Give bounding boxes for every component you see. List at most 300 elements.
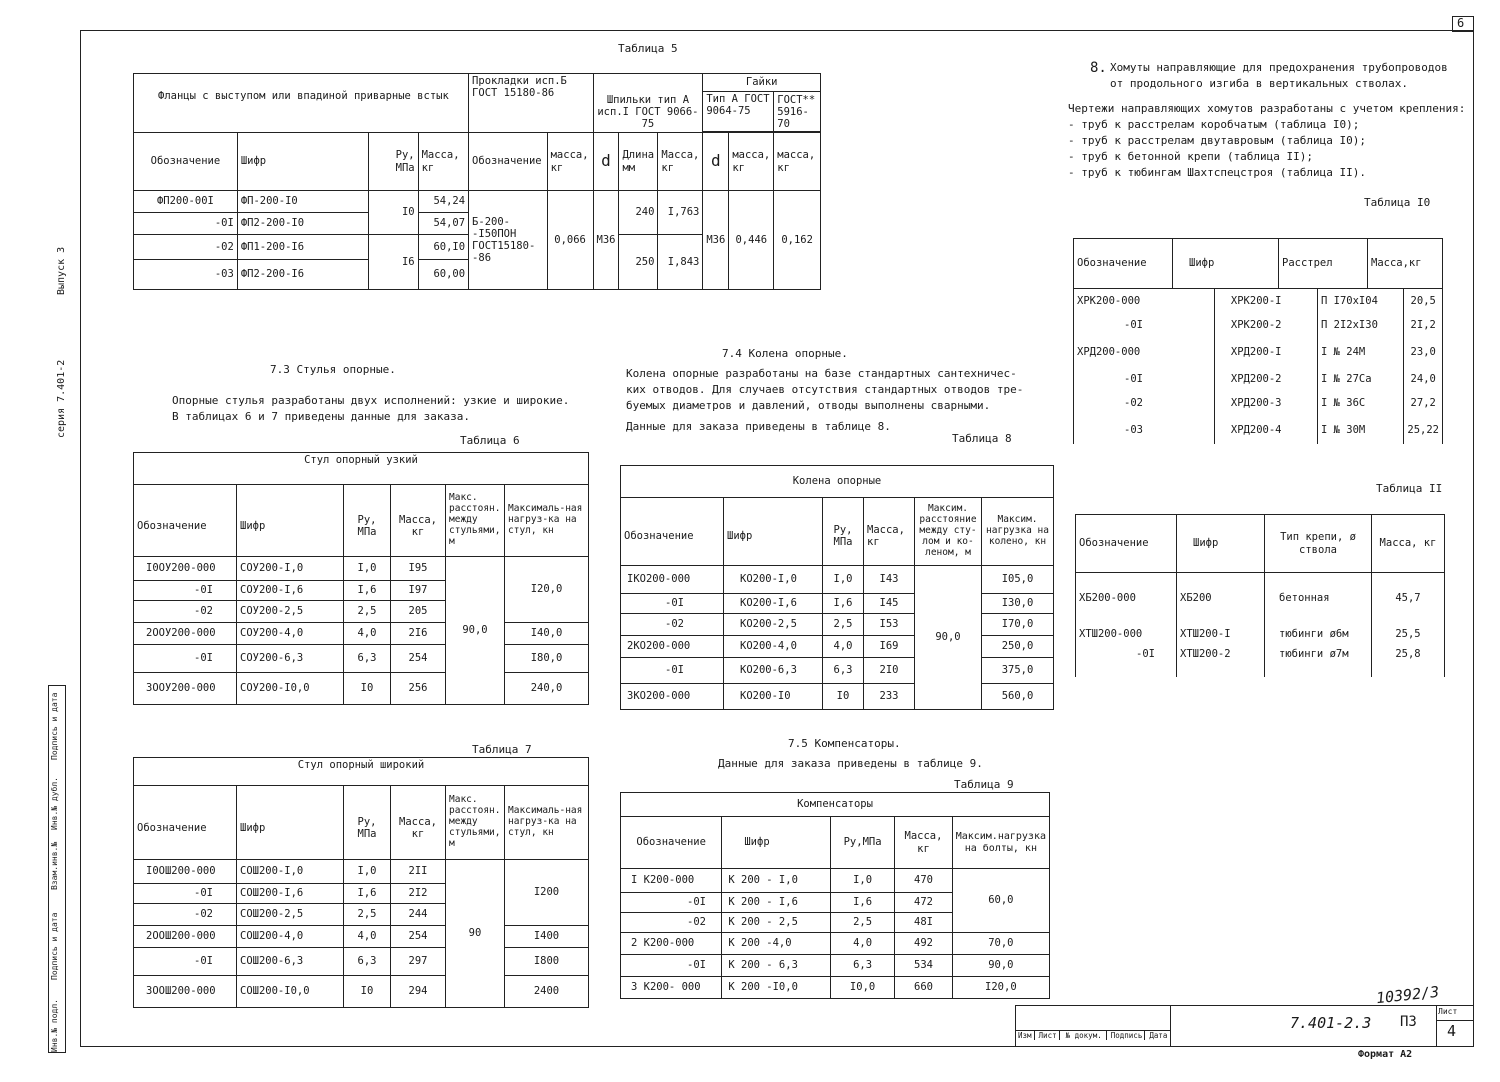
table7-pressure: I,0: [344, 860, 391, 884]
table8-code: КО200-I,6: [724, 594, 823, 614]
doc-type: ПЗ: [1400, 1014, 1417, 1030]
table9-max-load: 70,0: [952, 933, 1049, 955]
t11-r2-1: ХТШ200-2: [1177, 647, 1265, 677]
sheet-label: Лист: [1438, 1007, 1458, 1016]
t7-title: Стул опорный широкий: [134, 758, 589, 786]
table6-code: СОУ200-I,0: [237, 557, 344, 581]
t10-code: ХРК200-2: [1214, 314, 1317, 336]
table6-code: СОУ200-I0,0: [237, 673, 344, 705]
table7-max-load: I800: [505, 948, 589, 976]
table7-code: СОШ200-I,0: [237, 860, 344, 884]
t10-beam: I № 27Са: [1318, 368, 1404, 390]
table7-caption: Таблица 7: [472, 743, 532, 756]
stamp-col-3: Подпись: [1109, 1031, 1146, 1040]
table9-pressure: 6,3: [830, 955, 894, 977]
t11-r0-3: 45,7: [1372, 573, 1445, 623]
corner-mark: 6: [1457, 16, 1465, 30]
table7-mass: 2I2: [391, 884, 446, 904]
t9-h-1: Шифр: [722, 817, 831, 869]
table6-mass: 254: [391, 645, 446, 673]
stamp-sheet-divider: [1436, 1005, 1437, 1047]
t8-h-2: Ру, МПа: [823, 498, 864, 566]
table8-code: КО200-I,0: [724, 566, 823, 594]
table8-max-load: I30,0: [982, 594, 1054, 614]
sec8-l7: - труб к тюбингам Шахтспецстроя (таблица II).: [1068, 166, 1367, 179]
table6-caption: Таблица 6: [460, 434, 520, 447]
table8-mass: 2I0: [864, 658, 915, 684]
t9-row: [621, 933, 1050, 955]
t11-r0-0: ХБ200-000: [1076, 573, 1177, 623]
t11-r1-2: тюбинги ø6м: [1265, 623, 1372, 647]
t5-r1-code: ФП2-200-I0: [237, 213, 368, 235]
t5-gasket-des: Б-200- -I50ПОН ГОСТ15180- -86: [469, 191, 548, 290]
t7-h-2: Ру, МПа: [344, 786, 391, 860]
table8-designation: 3КО200-000: [621, 684, 724, 710]
t11-r2-0: -0I: [1076, 647, 1177, 677]
table8-designation: 2КО200-000: [621, 636, 724, 658]
t5-pressure-1: I0: [369, 191, 419, 235]
table9-code: К 200 - 6,3: [722, 955, 831, 977]
t11-r1-3: 25,5: [1372, 623, 1445, 647]
t10-beam: I № 36С: [1318, 390, 1404, 416]
table7-max-load: I400: [505, 926, 589, 948]
t10-designation: -0I: [1074, 314, 1215, 336]
table8-max-load: 250,0: [982, 636, 1054, 658]
stamp-cols: [1016, 1031, 1169, 1040]
table9-mass: 48I: [895, 913, 952, 933]
t8-row: [621, 614, 1054, 636]
table7-pressure: 6,3: [344, 948, 391, 976]
t8-title: Колена опорные: [621, 466, 1054, 498]
t5-stud-mass-2: I,843: [658, 235, 703, 290]
table6-max-load: 240,0: [505, 673, 589, 705]
table9-mass: 470: [895, 869, 952, 893]
table6-mass: 205: [391, 601, 446, 623]
t10-mass: 20,5: [1404, 288, 1443, 314]
table7-designation: 2ОOШ200-000: [134, 926, 237, 948]
table6-designation: -0I: [134, 645, 237, 673]
sec8-l4: - труб к расстрелам коробчатым (таблица I0);: [1068, 118, 1360, 131]
table7-mass: 2II: [391, 860, 446, 884]
table9-max-load: 90,0: [952, 955, 1049, 977]
t6-h-4: Макс. расстоян. между стульями, м: [446, 485, 505, 557]
t6-title: Стул опорный узкий: [134, 453, 589, 485]
t10-code: ХРК200-I: [1214, 288, 1317, 314]
t8-row: [621, 566, 1054, 594]
table7-mass: 294: [391, 976, 446, 1008]
table7-designation: I0OШ200-000: [134, 860, 237, 884]
table7-code: СОШ200-4,0: [237, 926, 344, 948]
t5-nuts-b: ГОСТ** 5916-70: [774, 92, 821, 132]
table6-designation: -02: [134, 601, 237, 623]
t6-row: [134, 673, 589, 705]
table9-code: К 200 -4,0: [722, 933, 831, 955]
table7-code: СОШ200-I0,0: [237, 976, 344, 1008]
table9-code: К 200 - 2,5: [722, 913, 831, 933]
table8-pressure: 2,5: [823, 614, 864, 636]
t7-row: [134, 948, 589, 976]
table6: [133, 452, 589, 705]
table7-pressure: I,6: [344, 884, 391, 904]
t5-r1-mass: 54,07: [418, 213, 468, 235]
table7-code: СОШ200-2,5: [237, 904, 344, 926]
t6-h-0: Обозначение: [134, 485, 237, 557]
table6-mass: I97: [391, 581, 446, 601]
t9-h-2: Ру,МПа: [830, 817, 894, 869]
t5-r0-mass: 54,24: [418, 191, 468, 213]
table9-pressure: I,6: [830, 893, 894, 913]
t7-h-1: Шифр: [237, 786, 344, 860]
t8-h-4: Максим. расстояние между сту-лом и ко-леном, м: [915, 498, 982, 566]
t5-nut-d: М36: [703, 191, 729, 290]
t9-row: [621, 955, 1050, 977]
table11: [1075, 514, 1445, 677]
table6-pressure: 6,3: [344, 645, 391, 673]
t10-code: ХРД200-4: [1214, 416, 1317, 444]
stamp-sheet-line: [1436, 1020, 1474, 1021]
table9-designation: 3 К200- 000: [621, 977, 722, 999]
table8-code: КО200-6,3: [724, 658, 823, 684]
table6-pressure: I,0: [344, 557, 391, 581]
t5-pressure-2: I6: [369, 235, 419, 290]
table9-max-load: 60,0: [952, 869, 1049, 933]
table5-caption: Таблица 5: [618, 42, 678, 55]
t5-h-pressure: Ру, МПа: [369, 133, 419, 191]
t6-row: [134, 645, 589, 673]
t6-row: [134, 623, 589, 645]
stamp-divider: [1170, 1005, 1171, 1047]
table6-designation: 3ОOУ200-000: [134, 673, 237, 705]
t10-mass: 2I,2: [1404, 314, 1443, 336]
t10-row: [1074, 416, 1443, 444]
t10-code: ХРД200-3: [1214, 390, 1317, 416]
t7-row: [134, 860, 589, 884]
t5-nut-mass-a: 0,446: [729, 191, 774, 290]
table6-max-load: I20,0: [505, 557, 589, 623]
table7-mass: 254: [391, 926, 446, 948]
table9-designation: -02: [621, 913, 722, 933]
table8-code: КО200-4,0: [724, 636, 823, 658]
table6-code: СОУ200-6,3: [237, 645, 344, 673]
t10-h-2: Расстрел: [1279, 239, 1368, 289]
table6-code: СОУ200-I,6: [237, 581, 344, 601]
sec74-p1: Колена опорные разработаны на базе стандартных сантехничес-: [626, 367, 1017, 380]
table7-designation: -0I: [134, 884, 237, 904]
table9-code: К 200 - I,6: [722, 893, 831, 913]
table9-pressure: I,0: [830, 869, 894, 893]
t10-beam: I № 24М: [1318, 336, 1404, 368]
sec73-p2: В таблицах 6 и 7 приведены данные для заказа.: [172, 410, 471, 423]
t10-code: ХРД200-I: [1214, 336, 1317, 368]
table8-max-distance: 90,0: [915, 566, 982, 710]
table8-max-load: 375,0: [982, 658, 1054, 684]
table7-max-load: I200: [505, 860, 589, 926]
t10-designation: ХРК200-000: [1074, 288, 1215, 314]
t5-r3-des: -03: [134, 260, 238, 290]
table7-code: СОШ200-I,6: [237, 884, 344, 904]
table10-body: [1073, 288, 1443, 444]
t8-h-0: Обозначение: [621, 498, 724, 566]
table8-caption: Таблица 8: [952, 432, 1012, 445]
table9-max-load: I20,0: [952, 977, 1049, 999]
sec73-p1: Опорные стулья разработаны двух исполнений: узкие и широкие.: [172, 394, 570, 407]
table6-mass: 256: [391, 673, 446, 705]
t6-h-5: Максималь-ная нагруз-ка на стул, кн: [505, 485, 589, 557]
table8-code: КО200-2,5: [724, 614, 823, 636]
t10-mass: 24,0: [1404, 368, 1443, 390]
t8-row: [621, 594, 1054, 614]
sec8-l6: - труб к бетонной крепи (таблица II);: [1068, 150, 1314, 163]
t5-r3-code: ФП2-200-I6: [237, 260, 368, 290]
t5-h-stud-d: d: [593, 133, 619, 191]
t10-h-0: Обозначение: [1074, 239, 1173, 289]
table7-max-distance: 90: [446, 860, 505, 1008]
table8-pressure: I,0: [823, 566, 864, 594]
sec74-p2: ких отводов. Для случаев отсутствия стандартных отводов тре-: [626, 383, 1024, 396]
side-series: серия 7.401-2: [56, 359, 67, 438]
table6-designation: 2ОOУ200-000: [134, 623, 237, 645]
table8-designation: -02: [621, 614, 724, 636]
t8-row: [621, 658, 1054, 684]
table8-max-load: I05,0: [982, 566, 1054, 594]
table7-pressure: 4,0: [344, 926, 391, 948]
sec75-p1: Данные для заказа приведены в таблице 9.: [718, 757, 983, 770]
t6-h-1: Шифр: [237, 485, 344, 557]
t11-r2-2: тюбинги ø7м: [1265, 647, 1372, 677]
table5: [133, 73, 821, 290]
table8-pressure: I0: [823, 684, 864, 710]
t10-row: [1074, 288, 1443, 314]
t5-r0-code: ФП-200-I0: [237, 191, 368, 213]
t7-h-4: Макс. расстоян. между стульями, м: [446, 786, 505, 860]
table9-designation: -0I: [621, 893, 722, 913]
sec74-title: 7.4 Колена опорные.: [722, 347, 848, 360]
t7-h-5: Максималь-ная нагруз-ка на стул, кн: [505, 786, 589, 860]
table7-code: СОШ200-6,3: [237, 948, 344, 976]
table6-pressure: 4,0: [344, 623, 391, 645]
table8-mass: I69: [864, 636, 915, 658]
t10-code: ХРД200-2: [1214, 368, 1317, 390]
t7-row: [134, 976, 589, 1008]
handwritten-number: 10392/3: [1375, 982, 1440, 1008]
table10: [1073, 238, 1443, 289]
t6-h-3: Масса, кг: [391, 485, 446, 557]
t8-h-1: Шифр: [724, 498, 823, 566]
table6-mass: 2I6: [391, 623, 446, 645]
t5-r1-des: -0I: [134, 213, 238, 235]
sec8-l5: - труб к расстрелам двутавровым (таблица I0);: [1068, 134, 1367, 147]
table9-mass: 534: [895, 955, 952, 977]
t9-row: [621, 869, 1050, 893]
sec8-l2: от продольного изгиба в вертикальных стволах.: [1110, 77, 1409, 90]
t5-gasket-mass: 0,066: [547, 191, 593, 290]
t11-h-1: Шифр: [1177, 515, 1265, 573]
table9-pressure: 2,5: [830, 913, 894, 933]
t10-h-3: Масса,кг: [1368, 239, 1443, 289]
table8-pressure: 6,3: [823, 658, 864, 684]
t5-h-nut-mass-b: масса, кг: [774, 133, 821, 191]
t10-row: [1074, 336, 1443, 368]
side-col-4: Подпись и дата: [50, 692, 59, 760]
format-label: Формат A2: [1358, 1049, 1413, 1060]
t5-h-gasket-des: Обозначение: [469, 133, 548, 191]
table8-code: КО200-I0: [724, 684, 823, 710]
table7-designation: -0I: [134, 948, 237, 976]
t11-h-2: Тип крепи, ø ствола: [1265, 515, 1372, 573]
t11-h-0: Обозначение: [1076, 515, 1177, 573]
t7-row: [134, 926, 589, 948]
table8-mass: I43: [864, 566, 915, 594]
table6-designation: -0I: [134, 581, 237, 601]
table7-mass: 244: [391, 904, 446, 926]
t10-mass: 25,22: [1404, 416, 1443, 444]
t5-r2-code: ФП1-200-I6: [237, 235, 368, 260]
t5-h-designation: Обозначение: [134, 133, 238, 191]
t5-h-nut-mass-a: масса, кг: [729, 133, 774, 191]
t11-r0-1: ХБ200: [1177, 573, 1265, 623]
table8-pressure: I,6: [823, 594, 864, 614]
table10-caption: Таблица I0: [1364, 196, 1431, 209]
t10-beam: П 2I2хI30: [1318, 314, 1404, 336]
table7-designation: 3ОOШ200-000: [134, 976, 237, 1008]
t8-row: [621, 684, 1054, 710]
stamp-col-0: Изм: [1016, 1031, 1035, 1040]
t11-r2-3: 25,8: [1372, 647, 1445, 677]
table6-max-load: I40,0: [505, 623, 589, 645]
t9-h-4: Максим.нагрузка на болты, кн: [952, 817, 1049, 869]
table6-max-load: I80,0: [505, 645, 589, 673]
t8-h-5: Максим. нагрузка на колено, кн: [982, 498, 1054, 566]
side-col-3: Инв.№ дубл.: [50, 777, 59, 830]
t5-h-stud-mass: Масса, кг: [658, 133, 703, 191]
sheet-number: 4: [1447, 1022, 1457, 1040]
t9-title: Компенсаторы: [621, 793, 1050, 817]
table7: [133, 757, 589, 1008]
sec8-num: 8.: [1090, 60, 1107, 76]
t5-h-nut-d: d: [703, 133, 729, 191]
t11-r1-0: ХТШ200-000: [1076, 623, 1177, 647]
t10-row: [1074, 314, 1443, 336]
t10-row: [1074, 368, 1443, 390]
table9-mass: 492: [895, 933, 952, 955]
table9-pressure: 4,0: [830, 933, 894, 955]
table6-pressure: 2,5: [344, 601, 391, 623]
table6-pressure: I,6: [344, 581, 391, 601]
side-issue: Выпуск 3: [56, 246, 67, 295]
sec73-title: 7.3 Стулья опорные.: [270, 363, 396, 376]
table9-designation: I К200-000: [621, 869, 722, 893]
t10-beam: I № 30М: [1318, 416, 1404, 444]
table9-code: К 200 -I0,0: [722, 977, 831, 999]
t9-h-0: Обозначение: [621, 817, 722, 869]
t10-beam: П I70хI04: [1318, 288, 1404, 314]
t10-row: [1074, 390, 1443, 416]
table7-pressure: 2,5: [344, 904, 391, 926]
table11-caption: Таблица II: [1376, 482, 1443, 495]
stamp-col-4: Дата: [1149, 1031, 1168, 1040]
stamp-col-1: Лист: [1037, 1031, 1060, 1040]
t5-r2-des: -02: [134, 235, 238, 260]
t5-group-nuts: Гайки: [703, 74, 821, 92]
side-col-1: Подпись и дата: [50, 912, 59, 980]
table6-code: СОУ200-4,0: [237, 623, 344, 645]
table8-designation: IКО200-000: [621, 566, 724, 594]
t11-r1-1: ХТШ200-I: [1177, 623, 1265, 647]
t5-h-mass: Масса, кг: [418, 133, 468, 191]
t9-row: [621, 977, 1050, 999]
table7-mass: 297: [391, 948, 446, 976]
t6-row: [134, 557, 589, 581]
doc-code: 7.401-2.3: [1290, 1014, 1372, 1032]
sec74-p4: Данные для заказа приведены в таблице 8.: [626, 420, 891, 433]
table8-mass: I53: [864, 614, 915, 636]
sec75-title: 7.5 Компенсаторы.: [788, 737, 901, 750]
sec8-l3: Чертежи направляющих хомутов разработаны с учетом крепления:: [1068, 102, 1466, 115]
t5-r3-mass: 60,00: [418, 260, 468, 290]
table8-mass: 233: [864, 684, 915, 710]
table9-mass: 660: [895, 977, 952, 999]
table9-designation: -0I: [621, 955, 722, 977]
t10-h-1: Шифр: [1173, 239, 1279, 289]
t5-r0-des: ФП200-00I: [134, 191, 238, 213]
t5-r2-mass: 60,I0: [418, 235, 468, 260]
t5-h-stud-len: Длина мм: [619, 133, 658, 191]
t10-mass: 27,2: [1404, 390, 1443, 416]
t5-h-code: Шифр: [237, 133, 368, 191]
t10-designation: -03: [1074, 416, 1215, 444]
t11-h-3: Масса, кг: [1372, 515, 1445, 573]
t5-h-gasket-mass: масса, кг: [547, 133, 593, 191]
table8-pressure: 4,0: [823, 636, 864, 658]
side-col-2: Взам.инв.№: [50, 841, 59, 890]
table6-mass: I95: [391, 557, 446, 581]
sec8-l1: Хомуты направляющие для предохранения трубопроводов: [1110, 61, 1448, 74]
t8-h-3: Масса, кг: [864, 498, 915, 566]
t10-mass: 23,0: [1404, 336, 1443, 368]
table7-max-load: 2400: [505, 976, 589, 1008]
table9-designation: 2 К200-000: [621, 933, 722, 955]
table7-pressure: I0: [344, 976, 391, 1008]
t5-nut-mass-b: 0,162: [774, 191, 821, 290]
stamp-col-2: № докум.: [1062, 1031, 1107, 1040]
t7-h-0: Обозначение: [134, 786, 237, 860]
t6-h-2: Ру, МПа: [344, 485, 391, 557]
table6-max-distance: 90,0: [446, 557, 505, 705]
table9: [620, 792, 1050, 999]
t5-nuts-a: Тип А ГОСТ 9064-75: [703, 92, 774, 132]
t5-group-flanges: Фланцы с выступом или впадиной приварные встык: [134, 74, 469, 133]
table8-max-load: I70,0: [982, 614, 1054, 636]
side-col-0: Инв.№ подл.: [50, 999, 59, 1052]
table8-mass: I45: [864, 594, 915, 614]
t10-designation: -02: [1074, 390, 1215, 416]
table8-max-load: 560,0: [982, 684, 1054, 710]
t5-group-gaskets: Прокладки исп.Б ГОСТ 15180-86: [469, 74, 593, 133]
t8-row: [621, 636, 1054, 658]
table6-designation: I0OУ200-000: [134, 557, 237, 581]
t10-designation: ХРД200-000: [1074, 336, 1215, 368]
table7-designation: -02: [134, 904, 237, 926]
t9-h-3: Масса, кг: [895, 817, 952, 869]
table8-designation: -0I: [621, 594, 724, 614]
t11-r0-2: бетонная: [1265, 573, 1372, 623]
t5-stud-d: М36: [593, 191, 619, 290]
table9-mass: 472: [895, 893, 952, 913]
t10-designation: -0I: [1074, 368, 1215, 390]
table6-pressure: I0: [344, 673, 391, 705]
table9-caption: Таблица 9: [954, 778, 1014, 791]
t5-stud-len-1: 240: [619, 191, 658, 235]
